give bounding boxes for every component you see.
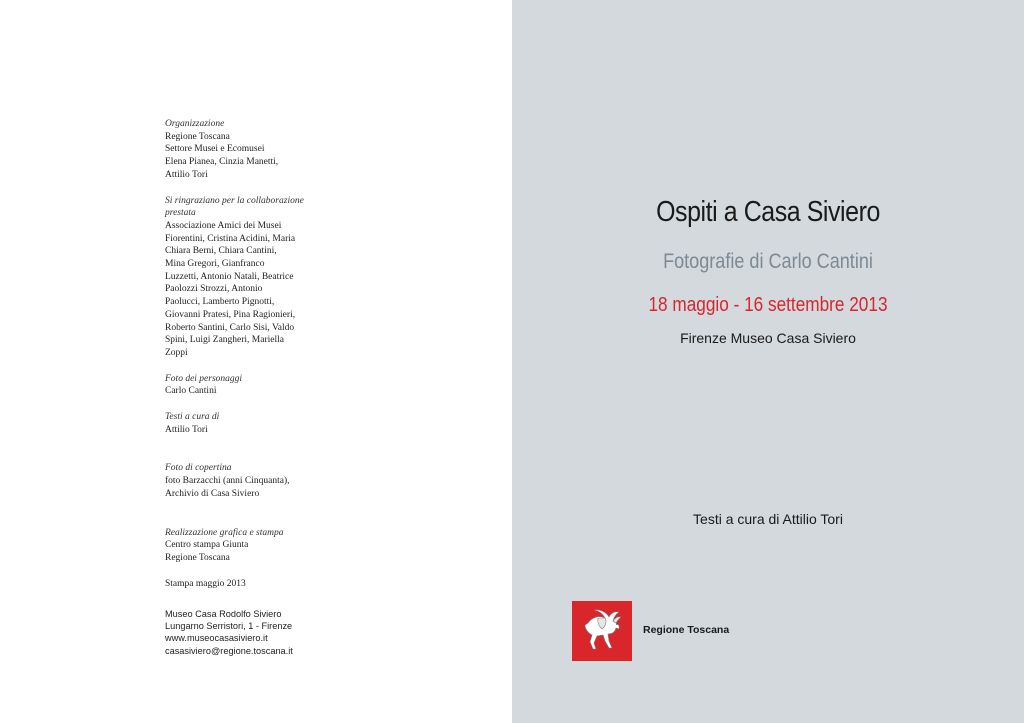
museum-address: Lungarno Serristori, 1 - Firenze [165, 621, 293, 632]
credit-line: Giovanni Pratesi, Pina Ragionieri, [165, 309, 296, 320]
credit-line: Carlo Cantini [165, 386, 217, 397]
credit-label: Si ringraziano per la collaborazione [165, 195, 304, 206]
credit-line: Luzzetti, Antonio Natali, Beatrice [165, 271, 294, 282]
credit-section-photos [165, 373, 315, 398]
credit-section-print-date [165, 578, 315, 591]
credit-line: Attilio Tori [165, 169, 208, 180]
museum-website: www.museocasasiviero.it [165, 633, 268, 644]
museum-email: casasiviero@regione.toscana.it [165, 645, 293, 656]
museum-contacts [165, 608, 365, 657]
credit-label: Organizzazione [165, 119, 225, 129]
credit-line: Stampa maggio 2013 [165, 578, 246, 589]
credit-line: Associazione Amici dei Musei [165, 220, 282, 231]
credit-line: Chiara Berni, Chiara Cantini, [165, 246, 277, 257]
credit-line: Mina Gregori, Gianfranco [165, 259, 265, 270]
credit-label: Realizzazione grafica e stampa [165, 527, 284, 538]
credit-line: foto Barzacchi (anni Cinquanta), [165, 476, 290, 487]
exhibition-dates: 18 maggio - 16 settembre 2013 [648, 294, 888, 316]
museum-name: Museo Casa Rodolfo Siviero [165, 609, 282, 619]
credit-label: Testi a cura di [165, 412, 220, 423]
credit-line: Zoppi [165, 347, 188, 358]
credit-line: Attilio Tori [165, 424, 208, 435]
credit-line: Paolozzi Strozzi, Antonio [165, 284, 263, 295]
texts-credit: Testi a cura di Attilio Tori [693, 511, 843, 527]
credit-line: Regione Toscana [165, 552, 230, 563]
credit-line: Centro stampa Giunta [165, 540, 249, 551]
credit-section-thanks [165, 195, 315, 360]
credit-section-cover-photo [165, 462, 315, 500]
exhibition-subtitle: Fotografie di Carlo Cantini [663, 250, 873, 273]
pegasus-icon [572, 601, 632, 661]
exhibition-venue: Firenze Museo Casa Siviero [680, 330, 856, 346]
credit-label: prestata [165, 208, 196, 219]
exhibition-title: Ospiti a Casa Siviero [656, 196, 880, 228]
credit-line: Regione Toscana [165, 131, 230, 142]
credit-line: Roberto Santini, Carlo Sisi, Valdo [165, 322, 295, 333]
credit-line: Archivio di Casa Siviero [165, 488, 260, 499]
credit-section-organization [165, 118, 315, 182]
credit-line: Elena Pianea, Cinzia Manetti, [165, 157, 279, 168]
credit-section-print [165, 527, 315, 565]
credit-label: Foto di copertina [165, 463, 232, 474]
credit-line: Fiorentini, Cristina Acidini, Maria [165, 233, 296, 244]
regione-toscana-logo [572, 601, 632, 661]
credits-block [165, 118, 315, 590]
cover-page [512, 0, 1024, 723]
credit-section-texts [165, 411, 315, 436]
credit-line: Spini, Luigi Zangheri, Mariella [165, 335, 284, 346]
credit-line: Paolucci, Lamberto Pignotti, [165, 297, 275, 308]
logo-label: Regione Toscana [643, 624, 730, 636]
credit-label: Foto dei personaggi [165, 373, 243, 384]
credit-line: Settore Musei e Ecomusei [165, 144, 265, 155]
